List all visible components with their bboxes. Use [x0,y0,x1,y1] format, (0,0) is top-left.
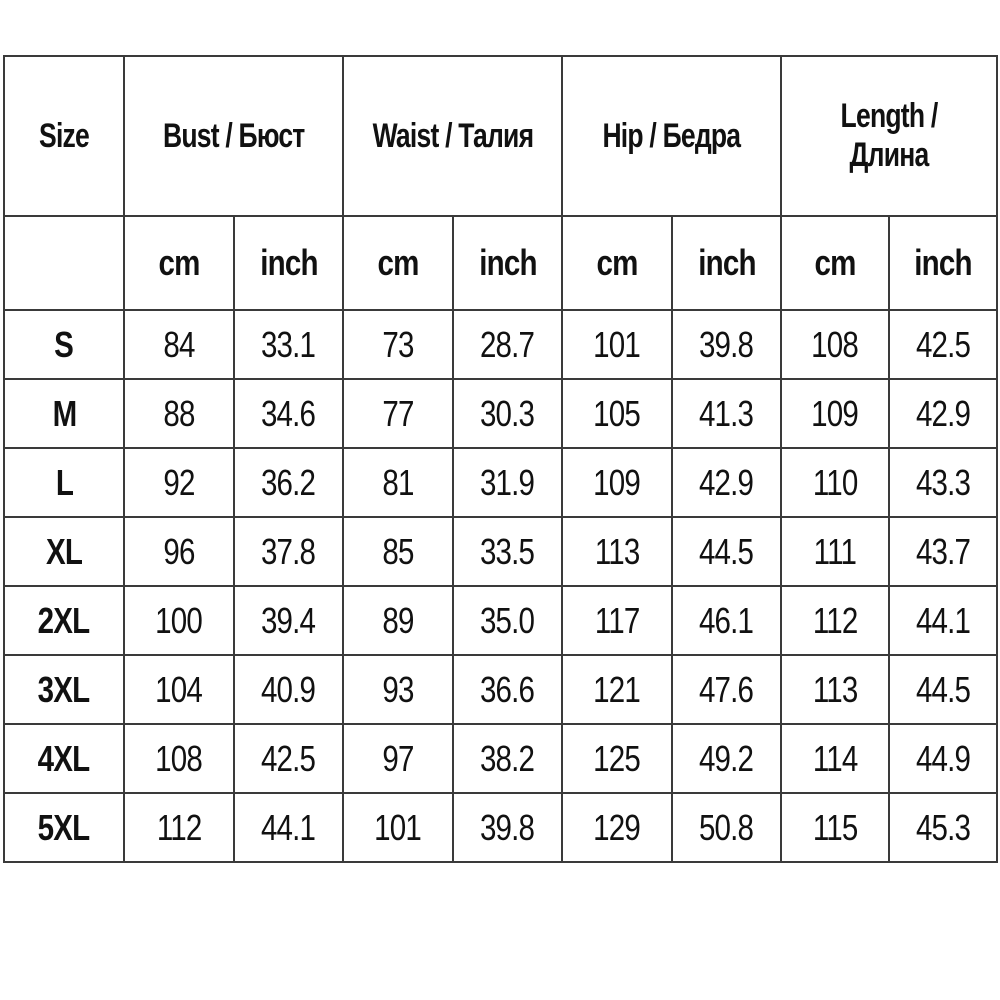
waist-inch-value: 33.5 [453,517,562,586]
hip-inch-value: 49.2 [672,724,781,793]
waist-inch-value: 28.7 [453,310,562,379]
size-label: 2XL [4,586,124,655]
table-row [4,310,997,379]
waist-inch-value: 38.2 [453,724,562,793]
waist-header: Waist / Талия [343,56,562,216]
bust-cm-value: 84 [124,310,234,379]
header-row [4,56,997,216]
hip-inch-value: 50.8 [672,793,781,862]
size-label: 5XL [4,793,124,862]
length-cm-value: 108 [781,310,889,379]
hip-inch-value: 42.9 [672,448,781,517]
bust-inch-value: 37.8 [234,517,343,586]
size-label: 4XL [4,724,124,793]
waist-cm-value: 85 [343,517,453,586]
waist-inch-value: 31.9 [453,448,562,517]
bust-inch-value: 36.2 [234,448,343,517]
hip-cm-value: 121 [562,655,672,724]
hip-cm-unit: cm [562,216,672,310]
length-cm-value: 113 [781,655,889,724]
waist-cm-value: 101 [343,793,453,862]
bust-cm-value: 88 [124,379,234,448]
length-inch-value: 43.3 [889,448,997,517]
length-inch-value: 43.7 [889,517,997,586]
waist-inch-value: 39.8 [453,793,562,862]
size-label: XL [4,517,124,586]
length-header: Length / Длина [781,56,997,216]
hip-cm-value: 125 [562,724,672,793]
hip-cm-value: 109 [562,448,672,517]
bust-cm-value: 104 [124,655,234,724]
hip-inch-value: 41.3 [672,379,781,448]
length-cm-value: 109 [781,379,889,448]
bust-inch-value: 44.1 [234,793,343,862]
waist-cm-value: 77 [343,379,453,448]
length-inch-unit: inch [889,216,997,310]
length-inch-value: 45.3 [889,793,997,862]
waist-inch-unit: inch [453,216,562,310]
table-row [4,379,997,448]
hip-cm-value: 129 [562,793,672,862]
bust-inch-value: 40.9 [234,655,343,724]
units-blank-cell [4,216,124,310]
bust-cm-value: 96 [124,517,234,586]
table-row [4,724,997,793]
length-cm-value: 114 [781,724,889,793]
size-label: L [4,448,124,517]
bust-cm-unit: cm [124,216,234,310]
hip-cm-value: 117 [562,586,672,655]
bust-header: Bust / Бюст [124,56,343,216]
size-header: Size [4,56,124,216]
bust-inch-value: 33.1 [234,310,343,379]
size-label: 3XL [4,655,124,724]
bust-inch-value: 39.4 [234,586,343,655]
units-row [4,216,997,310]
length-cm-unit: cm [781,216,889,310]
waist-cm-value: 93 [343,655,453,724]
hip-inch-value: 46.1 [672,586,781,655]
length-inch-value: 44.9 [889,724,997,793]
size-label: M [4,379,124,448]
hip-inch-unit: inch [672,216,781,310]
table-row [4,586,997,655]
waist-inch-value: 30.3 [453,379,562,448]
hip-cm-value: 113 [562,517,672,586]
length-cm-value: 115 [781,793,889,862]
table-row [4,448,997,517]
length-inch-value: 42.9 [889,379,997,448]
length-cm-value: 111 [781,517,889,586]
hip-inch-value: 44.5 [672,517,781,586]
waist-cm-value: 97 [343,724,453,793]
waist-cm-value: 89 [343,586,453,655]
length-inch-value: 44.1 [889,586,997,655]
waist-cm-value: 81 [343,448,453,517]
hip-cm-value: 105 [562,379,672,448]
bust-inch-value: 34.6 [234,379,343,448]
hip-inch-value: 47.6 [672,655,781,724]
waist-inch-value: 35.0 [453,586,562,655]
size-chart-table [3,55,998,863]
hip-inch-value: 39.8 [672,310,781,379]
table-row [4,517,997,586]
bust-cm-value: 112 [124,793,234,862]
waist-cm-value: 73 [343,310,453,379]
length-cm-value: 110 [781,448,889,517]
bust-inch-value: 42.5 [234,724,343,793]
length-inch-value: 44.5 [889,655,997,724]
waist-inch-value: 36.6 [453,655,562,724]
bust-inch-unit: inch [234,216,343,310]
length-cm-value: 112 [781,586,889,655]
table-row [4,793,997,862]
waist-cm-unit: cm [343,216,453,310]
bust-cm-value: 100 [124,586,234,655]
bust-cm-value: 108 [124,724,234,793]
hip-cm-value: 101 [562,310,672,379]
hip-header: Hip / Бедра [562,56,781,216]
bust-cm-value: 92 [124,448,234,517]
size-label: S [4,310,124,379]
length-inch-value: 42.5 [889,310,997,379]
table-row [4,655,997,724]
